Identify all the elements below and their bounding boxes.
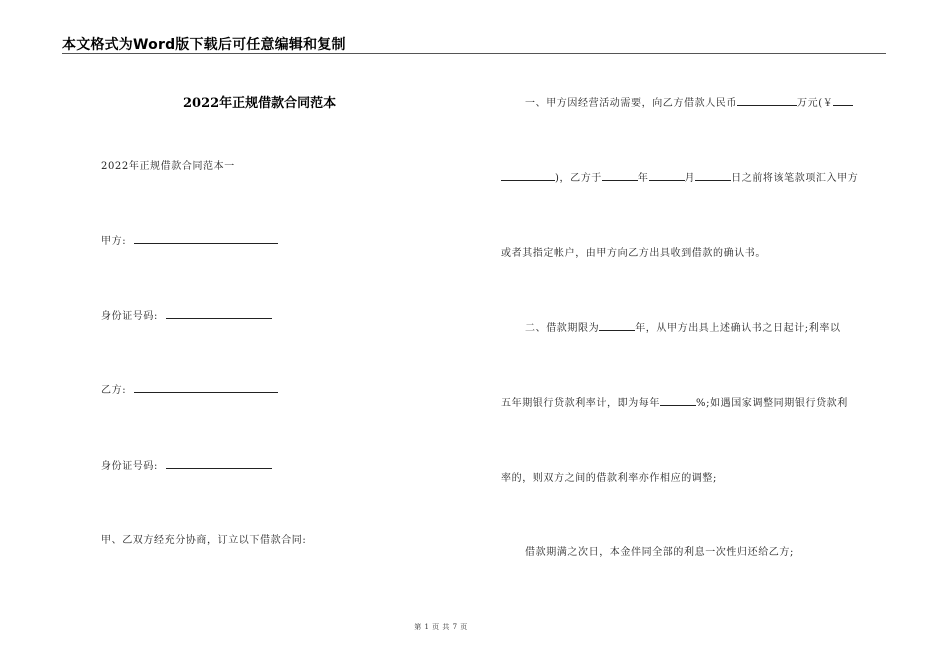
party-a-row — [101, 232, 278, 247]
clause-2-rate-text: 五年期银行贷款利率计，即为每年 — [501, 398, 660, 409]
party-b-row — [101, 381, 278, 396]
document-title: 2022年正规借款合同范本 — [183, 96, 337, 111]
clause-1-line-3: 或者其指定帐户，由甲方向乙方出具收到借款的确认书。 — [501, 248, 766, 259]
party-a-id-row — [101, 307, 272, 322]
clause-1-date-suffix: 日之前将该笔款项汇入甲方 — [731, 173, 859, 184]
clause-2-rate-suffix: %;如遇国家调整同期银行贷款利 — [696, 398, 848, 409]
header-banner: 本文格式为Word版下载后可任意编辑和复制 — [62, 37, 346, 53]
party-b-id-blank — [166, 458, 272, 469]
year-label: 年 — [637, 173, 649, 184]
party-b-label: 乙方: — [101, 385, 127, 396]
clause-2-text: 二、借款期限为 — [525, 323, 600, 334]
clause-2-line-1 — [525, 319, 841, 334]
agreement-intro: 甲、乙双方经充分协商，订立以下借款合同: — [101, 535, 307, 546]
clause-3-line-1: 借款期满之次日，本金伴同全部的利息一次性归还给乙方; — [525, 547, 794, 558]
party-b-id-row — [101, 457, 272, 472]
clause-2-line-3: 率的，则双方之间的借款利率亦作相应的调整; — [501, 473, 717, 484]
year-blank — [602, 170, 638, 181]
month-label: 月 — [684, 173, 696, 184]
clause-1-currency: 万元(￥ — [797, 98, 834, 109]
month-blank — [649, 170, 685, 181]
clause-1-date-text: )，乙方于 — [555, 173, 602, 184]
amount-figures-blank — [833, 95, 853, 106]
clause-1-text: 一、甲方因经营活动需要，向乙方借款人民币 — [525, 98, 737, 109]
party-a-blank — [134, 233, 278, 244]
clause-1-line-1 — [525, 94, 853, 109]
annual-rate-blank — [660, 395, 696, 406]
party-b-blank — [134, 382, 278, 393]
party-a-id-blank — [166, 308, 272, 319]
clause-1-line-2 — [501, 169, 858, 184]
day-blank — [695, 170, 731, 181]
party-b-id-label: 身份证号码: — [101, 461, 158, 472]
term-years-blank — [599, 320, 635, 331]
party-a-label: 甲方: — [101, 236, 127, 247]
header-rule — [62, 53, 886, 54]
amount-figures-blank-cont — [501, 170, 555, 181]
amount-words-blank — [737, 95, 797, 106]
party-a-id-label: 身份证号码: — [101, 311, 158, 322]
page-footer: 第 1 页 共 7 页 — [414, 623, 468, 631]
clause-2-line-2 — [501, 394, 848, 409]
document-subtitle: 2022年正规借款合同范本一 — [101, 161, 235, 172]
clause-2-text-suffix: 年，从甲方出具上述确认书之日起计;利率以 — [635, 323, 841, 334]
